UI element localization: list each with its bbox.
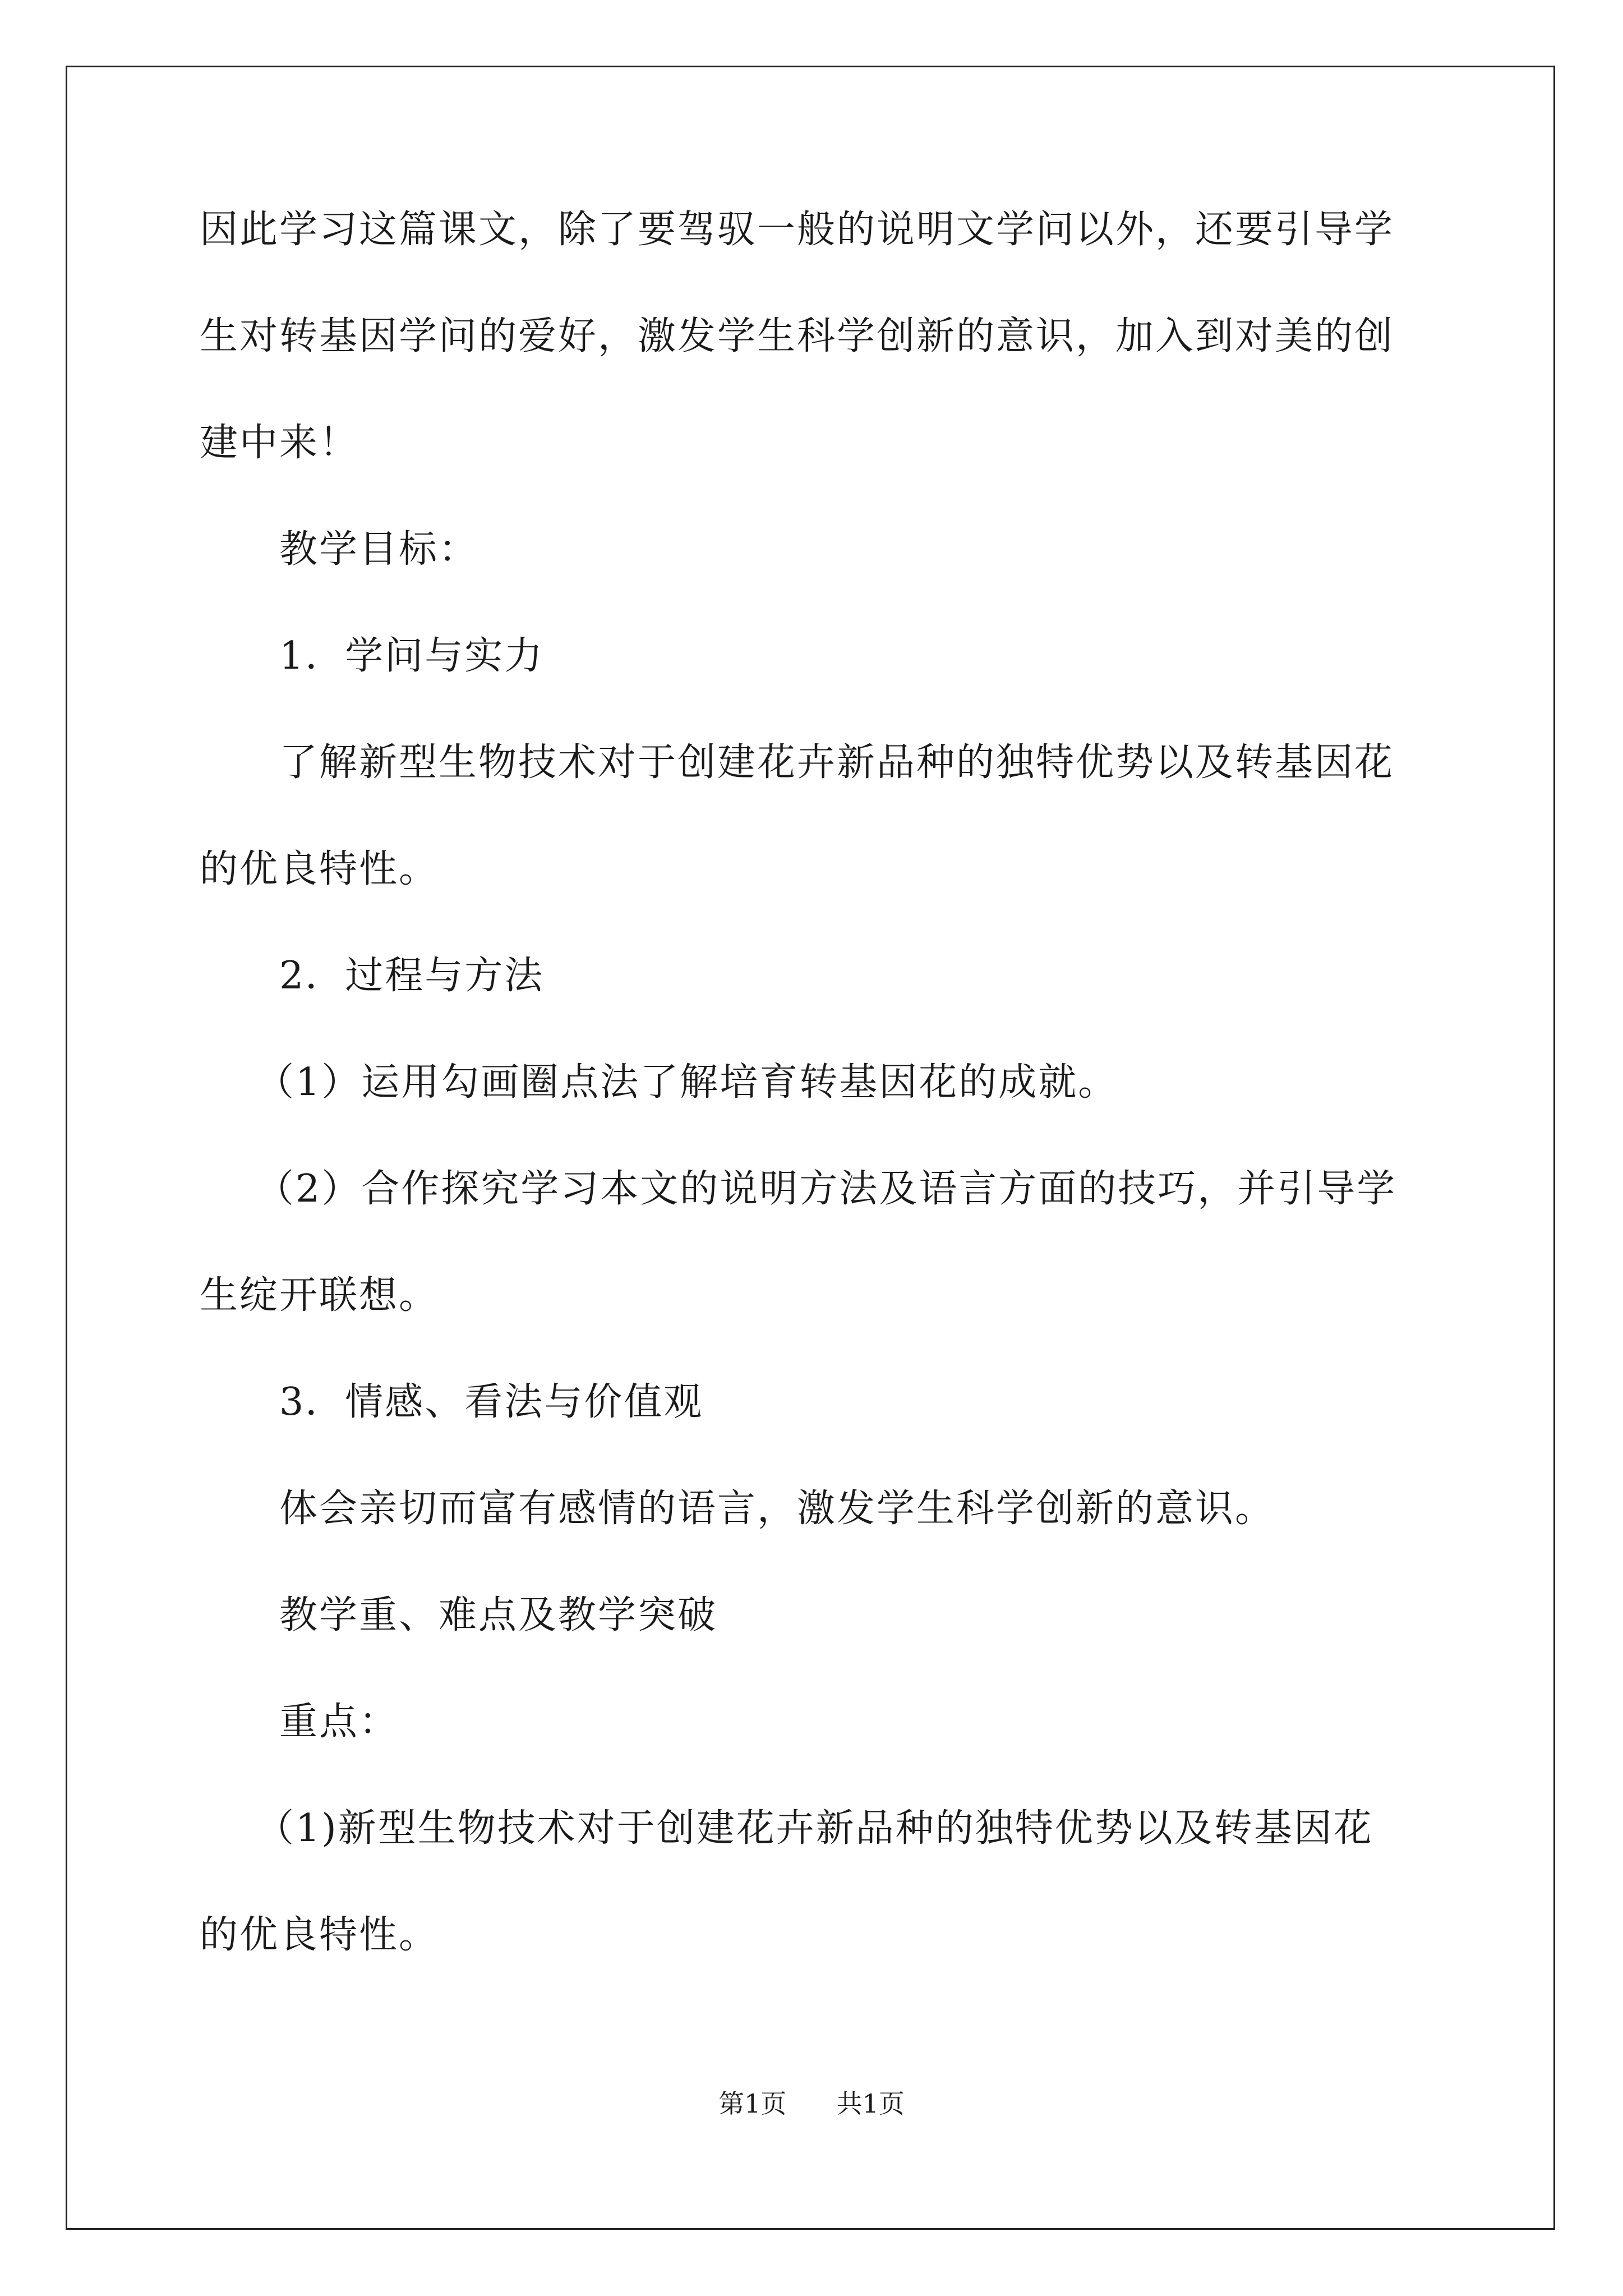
document-body (200, 202, 1433, 1963)
paragraph-4-line-1: 了解新型生物技术对于创建花卉新品种的独特优势以及转基因花 (279, 740, 1395, 785)
key-point-1-line-1: （1)新型生物技术对于创建花卉新品种的独特优势以及转基因花 (256, 1806, 1373, 1851)
list-item-1: （1）运用勾画圈点法了解培育转基因花的成就。 (256, 1060, 1118, 1105)
list-item-2-line-2: 生绽开联想。 (200, 1273, 439, 1318)
paragraph-1-line-1: 因此学习这篇课文，除了要驾驭一般的说明文学问以外，还要引导学 (200, 208, 1395, 252)
heading-key-difficult-points: 教学重、难点及教学突破 (279, 1593, 718, 1637)
heading-process-method: 2．过程与方法 (279, 954, 545, 998)
heading-key-points: 重点： (279, 1700, 399, 1744)
heading-teaching-goals: 教学目标： (279, 527, 479, 572)
page-footer (0, 2087, 1623, 2120)
list-item-2-line-1: （2）合作探究学习本文的说明方法及语言方面的技巧，并引导学 (256, 1167, 1397, 1211)
heading-emotion-values: 3．情感、看法与价值观 (279, 1380, 704, 1424)
paragraph-1-line-2: 生对转基因学问的爱好，激发学生科学创新的意识，加入到对美的创 (200, 314, 1395, 358)
paragraph-4-line-2: 的优良特性。 (200, 847, 439, 891)
key-point-1-line-2: 的优良特性。 (200, 1913, 439, 1957)
paragraph-9: 体会亲切而富有感情的语言，激发学生科学创新的意识。 (279, 1487, 1275, 1531)
page-current: 第1页 (718, 2088, 787, 2119)
page-total: 共1页 (836, 2088, 905, 2119)
paragraph-1-line-3: 建中来！ (200, 421, 359, 465)
heading-knowledge-ability: 1．学问与实力 (279, 634, 545, 678)
